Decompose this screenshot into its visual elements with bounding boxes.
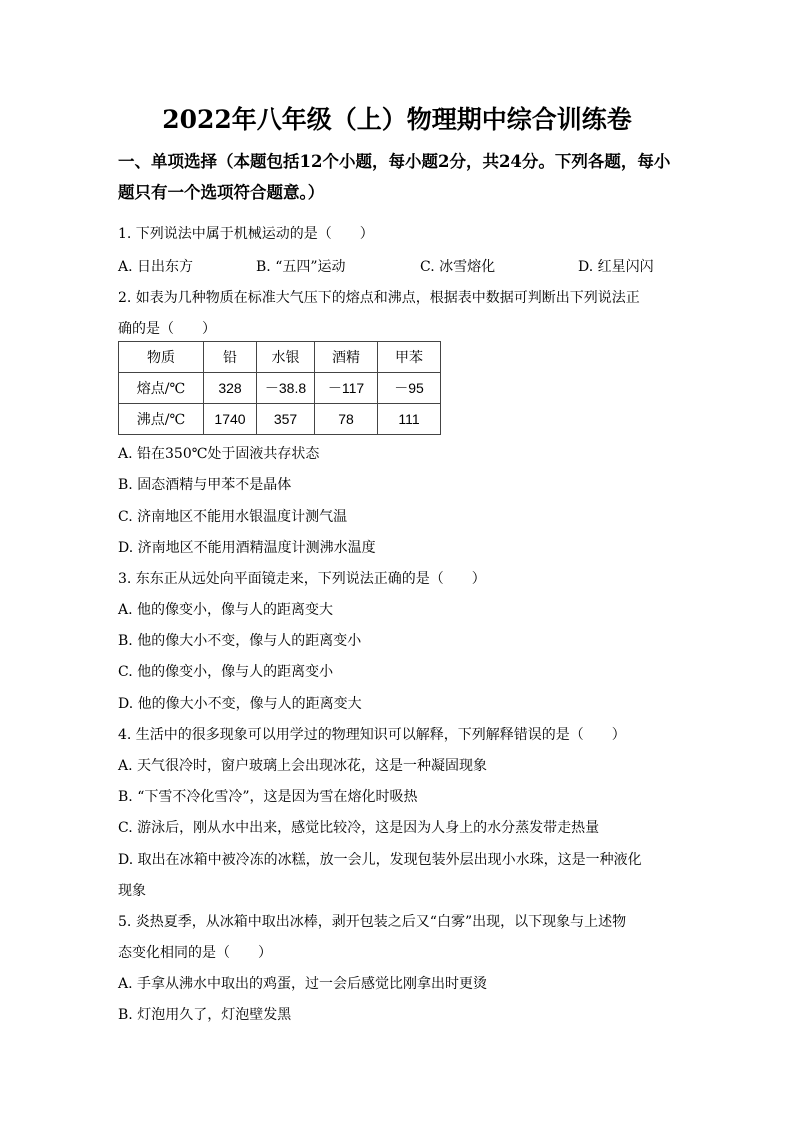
q2-option-d: D. 济南地区不能用酒精温度计测沸水温度	[118, 540, 376, 556]
q1-option-b: B. “五四”运动	[256, 259, 346, 275]
table-header-row	[119, 342, 441, 373]
q3-option-b: B. 他的像大小不变，像与人的距离变小	[118, 633, 362, 649]
table-cell: 1740	[204, 404, 257, 435]
q2-option-c: C. 济南地区不能用水银温度计测气温	[118, 509, 348, 525]
q4-option-c: C. 游泳后，刚从水中出来，感觉比较冷，这是因为人身上的水分蒸发带走热量	[118, 820, 600, 836]
melting-boiling-table	[118, 341, 441, 435]
q1-option-d: D. 红星闪闪	[578, 259, 654, 275]
q4-stem: 4. 生活中的很多现象可以用学过的物理知识可以解释，下列解释错误的是（ ）	[118, 727, 626, 743]
q1-stem: 1. 下列说法中属于机械运动的是（ ）	[118, 226, 374, 242]
table-header-cell: 甲苯	[378, 342, 441, 373]
table-header-cell: 物质	[119, 342, 204, 373]
q3-option-c: C. 他的像变小，像与人的距离变小	[118, 664, 334, 680]
q2-option-a: A. 铅在350℃处于固液共存状态	[118, 446, 320, 462]
q1-option-c: C. 冰雪熔化	[420, 259, 496, 275]
q4-option-d-continued: 现象	[118, 883, 146, 899]
q4-option-b: B. “下雪不冷化雪冷”，这是因为雪在熔化时吸热	[118, 789, 418, 805]
table-cell: －95	[378, 373, 441, 404]
q5-stem-line2: 态变化相同的是（ ）	[118, 945, 272, 961]
table-cell: 357	[257, 404, 315, 435]
table-cell: 328	[204, 373, 257, 404]
table-cell: 沸点/℃	[119, 404, 204, 435]
section-heading-line1: 一、单项选择（本题包括12个小题，每小题2分，共24分。下列各题，每小	[118, 152, 671, 171]
q3-stem: 3. 东东正从远处向平面镜走来，下列说法正确的是（ ）	[118, 571, 486, 587]
table-cell: 熔点/℃	[119, 373, 204, 404]
q5-stem-line1: 5. 炎热夏季，从冰箱中取出冰棒，剥开包装之后又“白雾”出现，以下现象与上述物	[118, 914, 627, 930]
q1-option-a: A. 日出东方	[118, 259, 194, 275]
q2-stem-line1: 2. 如表为几种物质在标准大气压下的熔点和沸点，根据表中数据可判断出下列说法正	[118, 290, 640, 306]
q3-option-d: D. 他的像大小不变，像与人的距离变大	[118, 696, 362, 712]
q4-option-d: D. 取出在冰箱中被冷冻的冰糕，放一会儿，发现包装外层出现小水珠，这是一种液化	[118, 852, 642, 868]
page-title: 2022年八年级（上）物理期中综合训练卷	[162, 105, 632, 134]
q5-option-b: B. 灯泡用久了，灯泡壁发黑	[118, 1007, 292, 1023]
table-cell: －38.8	[257, 373, 315, 404]
q4-option-a: A. 天气很冷时，窗户玻璃上会出现冰花，这是一种凝固现象	[118, 758, 488, 774]
table-cell: 78	[315, 404, 378, 435]
q5-option-a: A. 手拿从沸水中取出的鸡蛋，过一会后感觉比刚拿出时更烫	[118, 976, 488, 992]
table-row	[119, 404, 441, 435]
q2-option-b: B. 固态酒精与甲苯不是晶体	[118, 477, 292, 493]
table-cell: 111	[378, 404, 441, 435]
table-header-cell: 水银	[257, 342, 315, 373]
section-heading-line2: 题只有一个选项符合题意。）	[118, 183, 325, 202]
table-header-cell: 铅	[204, 342, 257, 373]
table-header-cell: 酒精	[315, 342, 378, 373]
table-cell: －117	[315, 373, 378, 404]
q3-option-a: A. 他的像变小，像与人的距离变大	[118, 602, 334, 618]
q2-stem-line2: 确的是（ ）	[118, 321, 216, 337]
table-row	[119, 373, 441, 404]
